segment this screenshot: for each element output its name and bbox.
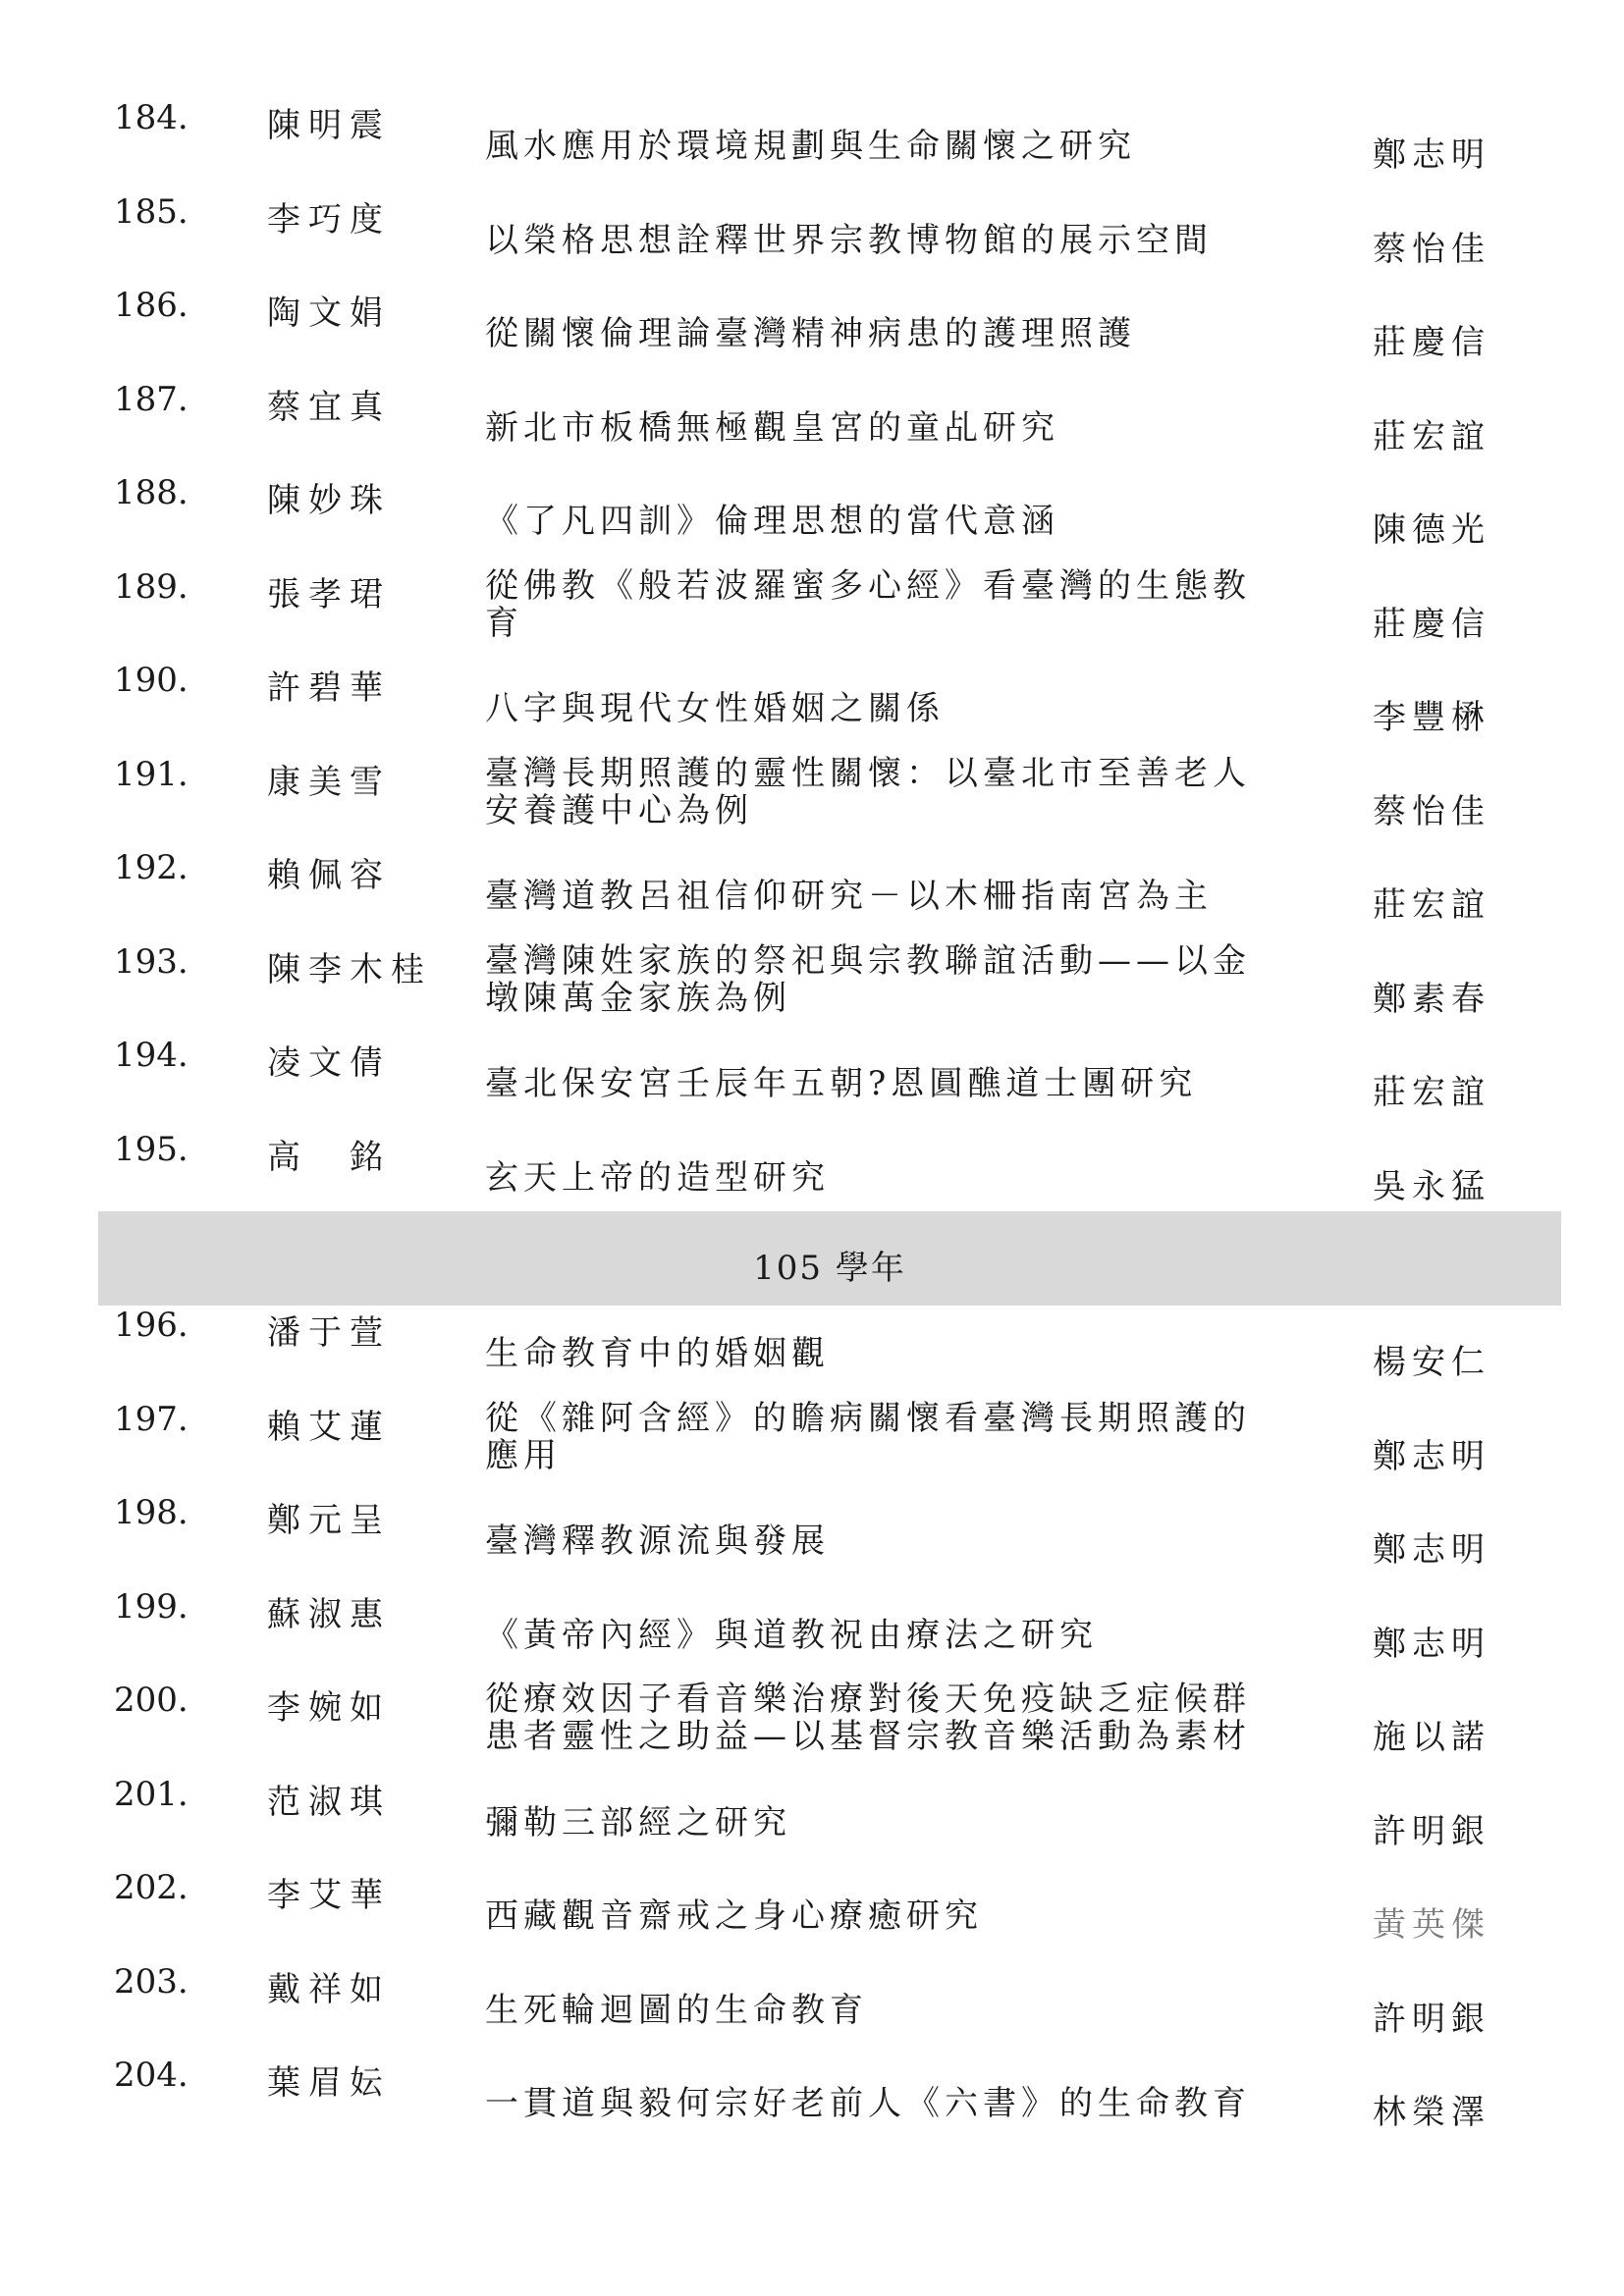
thesis-row [0, 848, 1624, 941]
row-number: 189. [114, 567, 189, 607]
thesis-title-line: 從療效因子看音樂治療對後天免疫缺乏症候群 [485, 1680, 1251, 1719]
thesis-title-line: 《了凡四訓》倫理思想的當代意涵 [485, 502, 1059, 541]
academic-year-label: 105 學年 [753, 1249, 906, 1288]
thesis-row [0, 380, 1624, 473]
row-number: 201. [114, 1775, 189, 1814]
student-name: 賴艾蓮 [267, 1408, 391, 1447]
thesis-row [0, 1868, 1624, 1961]
advisor-name: 許明銀 [1373, 1812, 1490, 1851]
row-number: 196. [114, 1306, 189, 1345]
row-number: 186. [114, 286, 189, 325]
thesis-title-line: 彌勒三部經之研究 [485, 1803, 791, 1842]
row-number: 184. [114, 98, 189, 137]
thesis-title [485, 942, 1271, 1017]
row-number: 190. [114, 661, 189, 700]
advisor-name: 吳永猛 [1373, 1167, 1490, 1206]
row-number: 192. [114, 848, 189, 887]
thesis-title-line: 從《雜阿含經》的瞻病關懷看臺灣長期照護的 [485, 1399, 1251, 1438]
thesis-title-line: 臺灣釋教源流與發展 [485, 1522, 830, 1561]
row-number: 198. [114, 1493, 189, 1532]
thesis-title [485, 1065, 1271, 1102]
advisor-name: 林榮澤 [1373, 2093, 1490, 2132]
thesis-title-line: 安養護中心為例 [485, 791, 753, 830]
thesis-row [0, 1036, 1624, 1129]
advisor-name: 李豐楙 [1373, 698, 1490, 737]
thesis-row [0, 1306, 1624, 1399]
thesis-title [485, 1159, 1271, 1197]
student-name: 潘于萱 [267, 1313, 391, 1353]
row-number: 187. [114, 380, 189, 419]
thesis-row [0, 2056, 1624, 2149]
student-name: 范淑琪 [267, 1783, 391, 1822]
thesis-row [0, 1681, 1624, 1774]
row-number: 191. [114, 755, 189, 794]
advisor-name: 莊慶信 [1373, 605, 1490, 644]
thesis-row [0, 1962, 1624, 2056]
thesis-title [485, 128, 1271, 165]
thesis-title-line: 生死輪迴圖的生命教育 [485, 1991, 868, 2030]
advisor-name: 蔡怡佳 [1373, 792, 1490, 831]
thesis-title [485, 1617, 1271, 1654]
thesis-row [0, 98, 1624, 191]
thesis-title [485, 878, 1271, 915]
thesis-title-line: 從關懷倫理論臺灣精神病患的護理照護 [485, 314, 1136, 353]
advisor-name: 莊宏誼 [1373, 417, 1490, 456]
thesis-row [0, 1775, 1624, 1868]
thesis-title [485, 1804, 1271, 1842]
advisor-name: 莊宏誼 [1373, 885, 1490, 925]
row-number: 185. [114, 192, 189, 232]
thesis-title-line: 臺灣陳姓家族的祭祀與宗教聯誼活動——以金 [485, 941, 1251, 981]
student-name: 陳李木桂 [267, 950, 432, 989]
thesis-title [485, 690, 1271, 727]
thesis-title-line: 從佛教《般若波羅蜜多心經》看臺灣的生態教 [485, 566, 1251, 606]
thesis-title-line: 以榮格思想詮釋世界宗教博物館的展示空間 [485, 221, 1213, 260]
row-number: 193. [114, 942, 189, 982]
thesis-title [485, 2085, 1271, 2122]
student-name: 葉眉妘 [267, 2063, 391, 2103]
student-name: 賴佩容 [267, 856, 391, 895]
student-name: 高 銘 [267, 1138, 391, 1177]
thesis-row [0, 942, 1624, 1036]
thesis-title [485, 409, 1271, 447]
row-number: 199. [114, 1587, 189, 1627]
advisor-name: 楊安仁 [1373, 1343, 1490, 1382]
thesis-title [485, 755, 1271, 829]
student-name: 凌文倩 [267, 1043, 391, 1083]
student-name: 張孝珺 [267, 575, 391, 614]
thesis-title [485, 1681, 1271, 1755]
advisor-name: 鄭志明 [1373, 1437, 1490, 1476]
student-name: 李巧度 [267, 200, 391, 240]
row-number: 195. [114, 1130, 189, 1169]
thesis-row [0, 192, 1624, 286]
student-name: 蘇淑惠 [267, 1595, 391, 1634]
thesis-title-line: 玄天上帝的造型研究 [485, 1158, 830, 1198]
row-number: 194. [114, 1036, 189, 1075]
advisor-name: 陳德光 [1373, 510, 1490, 550]
thesis-row [0, 1130, 1624, 1223]
thesis-row [0, 1400, 1624, 1493]
thesis-title [485, 1522, 1271, 1560]
thesis-title-line: 臺北保安宮壬辰年五朝?恩圓醮道士團研究 [485, 1064, 1198, 1103]
advisor-name: 黃英傑 [1373, 1905, 1490, 1945]
advisor-name: 鄭志明 [1373, 1530, 1490, 1570]
student-name: 鄭元呈 [267, 1501, 391, 1540]
thesis-title-line: 一貫道與毅何宗好老前人《六書》的生命教育 [485, 2084, 1251, 2123]
student-name: 李艾華 [267, 1876, 391, 1915]
thesis-title [485, 315, 1271, 352]
row-number: 200. [114, 1681, 189, 1720]
row-number: 204. [114, 2056, 189, 2095]
thesis-title-line: 墩陳萬金家族為例 [485, 979, 791, 1018]
thesis-row [0, 755, 1624, 848]
row-number: 197. [114, 1400, 189, 1439]
thesis-row [0, 286, 1624, 379]
row-number: 203. [114, 1962, 189, 2002]
thesis-title [485, 1400, 1271, 1474]
thesis-row [0, 661, 1624, 754]
thesis-title [485, 503, 1271, 540]
thesis-title-line: 育 [485, 604, 523, 643]
thesis-title [485, 567, 1271, 642]
thesis-title [485, 222, 1271, 259]
thesis-title [485, 1335, 1271, 1372]
advisor-name: 鄭志明 [1373, 1625, 1490, 1664]
student-name: 李婉如 [267, 1688, 391, 1728]
thesis-title-line: 八字與現代女性婚姻之關係 [485, 689, 945, 728]
thesis-title-line: 《黃帝內經》與道教祝由療法之研究 [485, 1616, 1098, 1655]
thesis-title-line: 生命教育中的婚姻觀 [485, 1334, 830, 1373]
thesis-title-line: 西藏觀音齋戒之身心療癒研究 [485, 1896, 983, 1936]
academic-year-header [98, 1211, 1561, 1306]
row-number: 188. [114, 473, 189, 512]
thesis-row [0, 1587, 1624, 1681]
student-name: 陶文娟 [267, 294, 391, 333]
thesis-title-line: 風水應用於環境規劃與生命關懷之研究 [485, 127, 1136, 166]
thesis-title [485, 1992, 1271, 2029]
thesis-title-line: 應用 [485, 1436, 562, 1475]
student-name: 康美雪 [267, 763, 391, 802]
advisor-name: 莊慶信 [1373, 323, 1490, 362]
advisor-name: 鄭志明 [1373, 135, 1490, 175]
advisor-name: 蔡怡佳 [1373, 230, 1490, 269]
row-number: 202. [114, 1868, 189, 1907]
advisor-name: 施以諾 [1373, 1718, 1490, 1757]
advisor-name: 莊宏誼 [1373, 1073, 1490, 1112]
thesis-title [485, 1897, 1271, 1935]
student-name: 蔡宜真 [267, 388, 391, 427]
student-name: 陳明震 [267, 106, 391, 145]
advisor-name: 鄭素春 [1373, 980, 1490, 1019]
advisor-name: 許明銀 [1373, 2000, 1490, 2039]
thesis-title-line: 臺灣道教呂祖信仰研究－以木柵指南宮為主 [485, 877, 1213, 916]
student-name: 戴祥如 [267, 1970, 391, 2009]
thesis-title-line: 新北市板橋無極觀皇宮的童乩研究 [485, 408, 1059, 448]
student-name: 陳妙珠 [267, 481, 391, 520]
thesis-row [0, 473, 1624, 566]
thesis-title-line: 臺灣長期照護的靈性關懷：以臺北市至善老人 [485, 754, 1251, 793]
thesis-row [0, 1493, 1624, 1586]
thesis-title-line: 患者靈性之助益—以基督宗教音樂活動為素材 [485, 1717, 1251, 1756]
student-name: 許碧華 [267, 668, 391, 708]
thesis-row [0, 567, 1624, 661]
